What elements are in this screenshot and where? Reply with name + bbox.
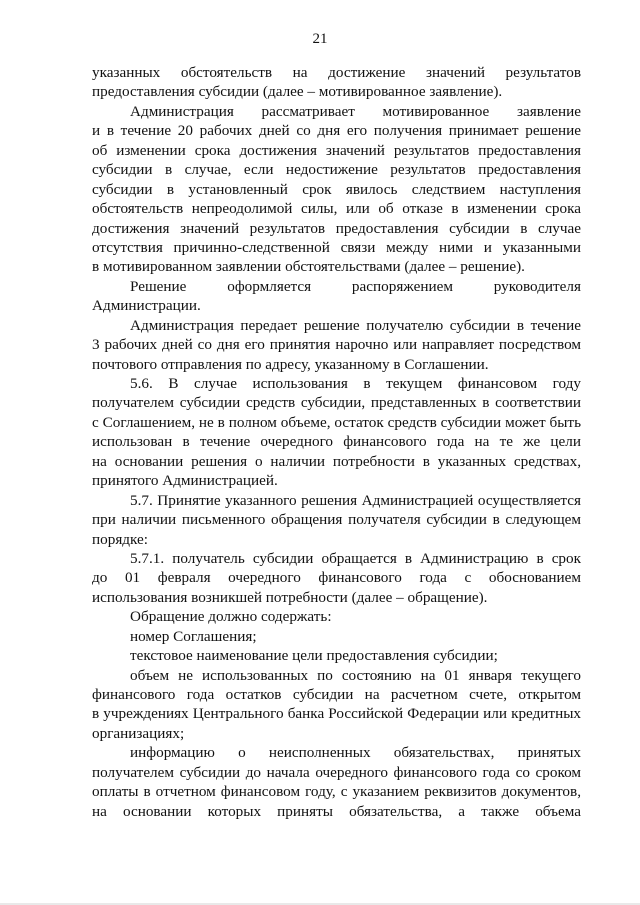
document-body-text [92,63,581,821]
text-line: оплаты в отчетном финансовом году, с указанием реквизитов документов, [92,783,581,801]
text-line: порядке: [92,530,148,548]
text-line: обстоятельств непреодолимой силы, или об отказе в изменении срока [92,200,581,218]
text-line: текстовое наименование цели предоставления субсидии; [130,647,498,665]
text-line: 5.7. Принятие указанного решения Администрацией осуществляется [130,491,581,509]
text-line: субсидии в случае, если недостижение результатов предоставления [92,161,581,179]
text-line: и в течение 20 рабочих дней со дня его получения принимает решение [92,122,581,140]
text-line: 3 рабочих дней со дня его принятия нарочно или направляет посредством [92,336,581,354]
text-line: до 01 февраля очередного финансового года с обоснованием [92,569,581,587]
text-line: об изменении срока достижения значений результатов предоставления [92,141,581,159]
text-line: использования возникшей потребности (далее – обращение). [92,588,488,606]
text-line: почтового отправления по адресу, указанному в Соглашении. [92,355,489,373]
text-line: в учреждениях Центрального банка Российской Федерации или кредитных [92,705,581,723]
text-line: Обращение должно содержать: [130,608,332,626]
text-line: использован в течение очередного финансового года на те же цели [92,433,581,451]
text-line: достижения значений результатов предоставления субсидии в случае [92,219,581,237]
text-line: указанных обстоятельств на достижение значений результатов [92,64,581,81]
page-number: 21 [312,31,328,47]
text-line: получателем субсидии до начала очередного финансового года со сроком [92,763,581,781]
text-line: Администрации. [92,297,201,315]
text-line: получателем субсидии средств субсидии, представленных в соответствии [92,394,581,412]
text-line: в мотивированном заявлении обстоятельствами (далее – решение). [92,258,525,276]
text-line: информацию о неисполненных обязательствах, принятых [130,744,581,762]
text-line: Администрация передает решение получателю субсидии в течение [130,316,581,334]
text-line: Администрация рассматривает мотивированное заявление [130,102,581,120]
text-line: отсутствия причинно-следственной связи между ними и указанными [92,238,581,256]
text-line: 5.6. В случае использования в текущем финансовом году [130,375,581,392]
text-line: на основании решения о наличии потребности в указанных средствах, [92,452,581,470]
text-line: с Соглашением, не в полном объеме, остаток средств субсидии может быть [92,413,581,431]
text-line: финансового года остатков субсидии на расчетном счете, открытом [92,686,581,703]
text-line: номер Соглашения; [130,627,257,645]
text-line: 5.7.1. получатель субсидии обращается в Администрацию в срок [130,549,581,567]
text-line: принятого Администрацией. [92,472,278,490]
text-line: Решение оформляется распоряжением руководителя [130,277,581,295]
text-line: объем не использованных по состоянию на 01 января текущего [130,666,581,684]
text-line: предоставления субсидии (далее – мотивированное заявление). [92,83,503,101]
text-line: при наличии письменного обращения получателя субсидии в следующем [92,511,581,529]
text-line: организациях; [92,724,185,742]
text-line: на основании которых приняты обязательства, а также объема [92,802,581,820]
text-line: субсидии в установленный срок явилось следствием наступления [92,180,581,198]
